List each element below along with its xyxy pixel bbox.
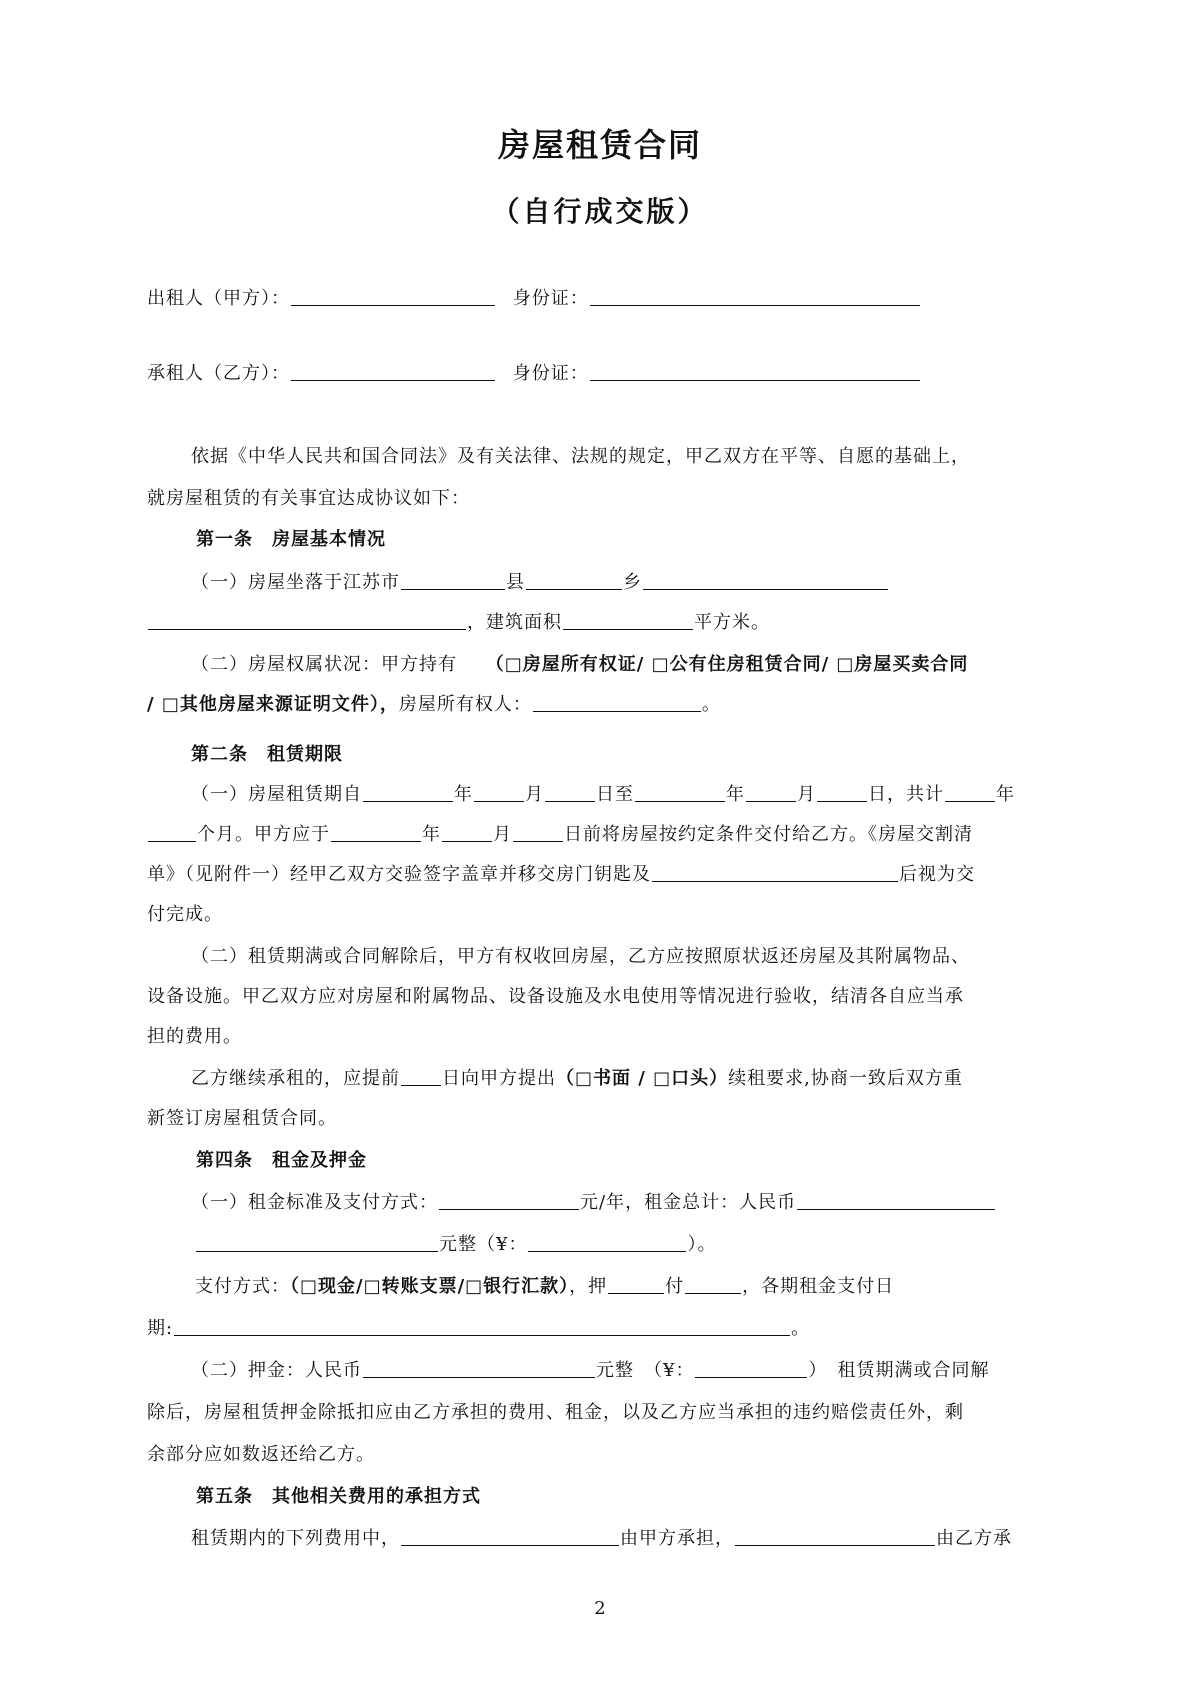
article-1-area-row <box>147 610 770 636</box>
article-2-item-1-line-4: 付完成。 <box>147 904 223 925</box>
month-label: 月 <box>797 784 816 805</box>
ownership-options-other[interactable]: / □其他房屋来源证明文件）， <box>147 694 399 715</box>
township-label: 乡 <box>623 572 642 593</box>
start-day-blank[interactable] <box>545 783 595 802</box>
start-month-blank[interactable] <box>474 783 524 802</box>
lessee-row <box>147 361 921 387</box>
year-label: 年 <box>726 784 745 805</box>
year-label: 年 <box>454 784 473 805</box>
lessor-id-blank[interactable] <box>590 287 920 306</box>
township-blank[interactable] <box>643 571 888 590</box>
delivery-month-blank[interactable] <box>442 823 492 842</box>
rent-prefix: （一）租金标准及支付方式： <box>191 1192 438 1213</box>
county-blank[interactable] <box>526 571 622 590</box>
intro-line-2: 就房屋租赁的有关事宜达成协议如下： <box>147 488 470 509</box>
lessor-row <box>147 286 921 312</box>
end-year-blank[interactable] <box>635 783 725 802</box>
location-prefix: （一）房屋坐落于江苏市 <box>191 572 400 593</box>
pay-months-label: 付 <box>665 1276 685 1297</box>
lessee-fees-label: 由乙方承 <box>936 1528 1012 1549</box>
page-number: 2 <box>594 1598 606 1619</box>
lessor-fees-blank[interactable] <box>401 1527 619 1546</box>
article-5-item-1 <box>191 1526 1012 1552</box>
handover-suffix: 后视为交 <box>899 864 975 885</box>
deposit-amount-blank[interactable] <box>695 1359 807 1378</box>
rent-yuan-label: 元整（¥： <box>439 1234 528 1255</box>
article-4-item-2 <box>191 1358 989 1384</box>
area-blank[interactable] <box>563 611 693 630</box>
county-label: 县 <box>506 572 525 593</box>
lessor-name-blank[interactable] <box>291 287 495 306</box>
article-2-renewal <box>191 1066 963 1092</box>
handover-text: 单》（见附件一）经甲乙双方交验签字盖章并移交房门钥匙及 <box>147 864 651 885</box>
article-2-item-2-line-3: 担的费用。 <box>147 1026 242 1047</box>
renewal-prefix: 乙方继续承租的，应提前 <box>191 1068 400 1089</box>
article-2-item-2-line-1: （二）租赁期满或合同解除后，甲方有权收回房屋，乙方应按照原状返还房屋及其附属物品、 <box>191 946 970 967</box>
deposit-yuan-label: 元整 （¥： <box>596 1360 695 1381</box>
address-blank[interactable] <box>148 611 466 630</box>
rent-amount-blank[interactable] <box>528 1233 686 1252</box>
payment-date-blank[interactable] <box>174 1317 790 1336</box>
city-blank[interactable] <box>401 571 505 590</box>
lessor-fees-label: 由甲方承担， <box>620 1528 734 1549</box>
payment-label: 支付方式： <box>195 1276 290 1297</box>
intro-line-1: 依据《中华人民共和国合同法》及有关法律、法规的规定，甲乙双方在平等、自愿的基础上， <box>191 446 970 467</box>
payment-options[interactable]: （□现金/□转账支票/□银行汇款） <box>290 1276 570 1297</box>
article-2-item-1-line-2 <box>147 822 973 848</box>
total-months-blank[interactable] <box>148 823 196 842</box>
month-label: 月 <box>525 784 544 805</box>
article-4-item-2-line-2: 除后，房屋租赁押金除抵扣应由乙方承担的费用、租金，以及乙方应当承担的违约赔偿责任外，剩 <box>147 1402 964 1423</box>
ownership-options[interactable]: （□房屋所有权证/ □公有住房租赁合同/ □房屋买卖合同 <box>485 654 969 675</box>
renewal-options[interactable]: （□书面 / □口头） <box>556 1068 729 1089</box>
article-1-item-2 <box>191 652 968 678</box>
total-years-blank[interactable] <box>945 783 995 802</box>
rent-total-blank[interactable] <box>797 1191 995 1210</box>
delivery-prefix: 个月。甲方应于 <box>197 824 330 845</box>
lessor-id-label: 身份证： <box>512 288 589 309</box>
delivery-day-blank[interactable] <box>513 823 563 842</box>
lessee-id-blank[interactable] <box>590 362 920 381</box>
month-label: 月 <box>493 824 512 845</box>
article-4-payment <box>195 1274 894 1300</box>
deposit-months-blank[interactable] <box>608 1275 664 1294</box>
owner-label: 房屋所有权人： <box>398 694 532 715</box>
ownership-prefix: （二）房屋权属状况：甲方持有 <box>191 654 457 675</box>
article-2-item-1-line-3 <box>147 862 975 888</box>
document-title: 房屋租赁合同 <box>497 126 702 164</box>
article-1-item-1 <box>191 570 889 596</box>
day-total-label: 日，共计 <box>868 784 944 805</box>
fees-prefix: 租赁期内的下列费用中， <box>191 1528 400 1549</box>
article-2-item-2-line-2: 设备设施。甲乙双方应对房屋和附属物品、设备设施及水电使用等情况进行验收，结清各自应当承 <box>147 986 964 1007</box>
rent-close: ）。 <box>687 1234 717 1255</box>
end-month-blank[interactable] <box>746 783 796 802</box>
area-label: ，建筑面积 <box>467 612 562 633</box>
rent-words-blank[interactable] <box>196 1233 438 1252</box>
handover-items-blank[interactable] <box>652 863 898 882</box>
payment-date-label: ，各期租金支付日 <box>742 1276 895 1297</box>
article-4-item-1 <box>191 1190 996 1216</box>
owner-period: 。 <box>701 694 721 715</box>
article-2-item-1 <box>191 782 1015 808</box>
document-subtitle: （自行成交版） <box>491 195 709 228</box>
article-4-payment-line-2 <box>147 1316 810 1342</box>
lessee-id-label: 身份证： <box>512 363 589 384</box>
area-unit: 平方米。 <box>694 612 770 633</box>
pay-months-blank[interactable] <box>685 1275 741 1294</box>
lessee-name-blank[interactable] <box>291 362 495 381</box>
deposit-words-blank[interactable] <box>363 1359 595 1378</box>
payment-date-prefix: 期: <box>147 1318 174 1339</box>
end-day-blank[interactable] <box>817 783 867 802</box>
article-2-renewal-line-2: 新签订房屋租赁合同。 <box>147 1108 337 1129</box>
owner-blank[interactable] <box>533 693 701 712</box>
article-2-heading: 第二条 租赁期限 <box>191 744 343 765</box>
article-4-item-1-line-2 <box>195 1232 716 1258</box>
lessor-label: 出租人（甲方）： <box>147 288 290 309</box>
article-5-heading: 第五条 其他相关费用的承担方式 <box>196 1486 481 1507</box>
lessee-fees-blank[interactable] <box>735 1527 935 1546</box>
delivery-text: 日前将房屋按约定条件交付给乙方。《房屋交割清 <box>564 824 973 845</box>
payment-date-period: 。 <box>791 1318 811 1339</box>
article-4-item-2-line-3: 余部分应如数返还给乙方。 <box>147 1444 375 1465</box>
start-year-blank[interactable] <box>363 783 453 802</box>
annual-rent-blank[interactable] <box>439 1191 579 1210</box>
deposit-suffix: ） 租赁期满或合同解 <box>808 1360 990 1381</box>
lessee-label: 承租人（乙方）： <box>147 363 290 384</box>
article-1-heading: 第一条 房屋基本情况 <box>196 529 386 550</box>
rent-total-label: 元/年，租金总计：人民币 <box>580 1192 797 1213</box>
year-label: 年 <box>996 784 1015 805</box>
deposit-label: （二）押金：人民币 <box>191 1360 362 1381</box>
article-1-item-2-cont <box>147 692 721 718</box>
renewal-suffix: 续租要求,协商一致后双方重 <box>728 1068 963 1089</box>
year-label: 年 <box>422 824 441 845</box>
deposit-months-label: ，押 <box>569 1276 608 1297</box>
renewal-mid: 日向甲方提出 <box>442 1068 556 1089</box>
day-to-label: 日至 <box>596 784 634 805</box>
article-4-heading: 第四条 租金及押金 <box>196 1150 367 1171</box>
delivery-year-blank[interactable] <box>331 823 421 842</box>
term-prefix: （一）房屋租赁期自 <box>191 784 362 805</box>
renewal-days-blank[interactable] <box>401 1067 441 1086</box>
